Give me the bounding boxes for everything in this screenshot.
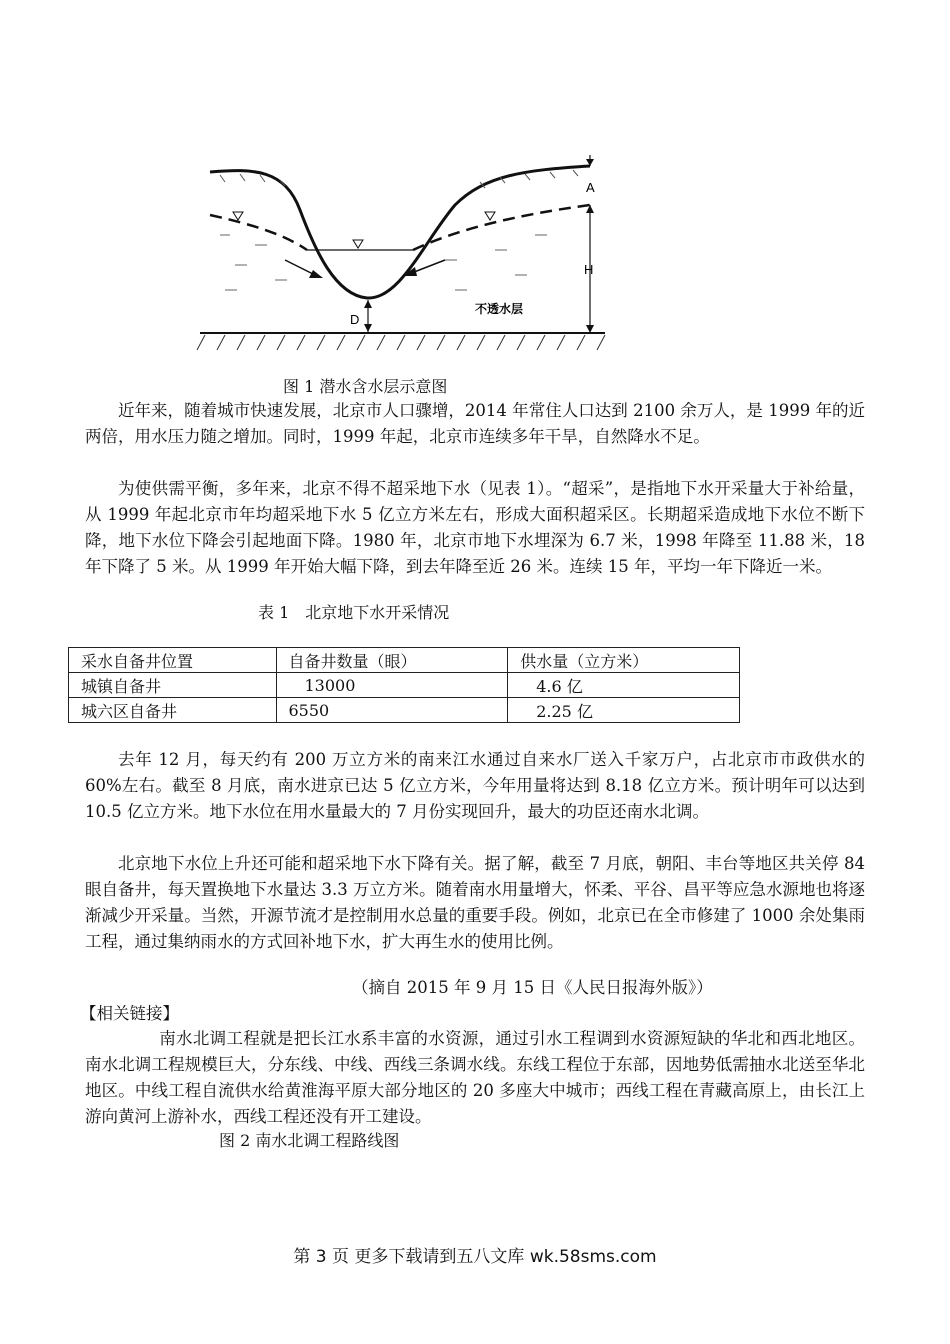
aquifer-diagram <box>195 150 615 360</box>
table-cell: 城镇自备井 <box>69 673 277 698</box>
paragraph-5: 南水北调工程就是把长江水系丰富的水资源，通过引水工程调到水资源短缺的华北和西北地区。南水北调工程规模巨大，分东线、中线、西线三条调水线。东线工程位于东部，因地势低需抽水北送至华北地区。中线工程自流供水给黄淮海平原大部分地区的 20 多座大中城市；西线工程在青藏高原上，由长江上游向黄河上游补水，西线工程还没有开工建设。 <box>85 1029 865 1126</box>
table-row <box>69 673 740 698</box>
table-cell: 2.25 亿 <box>508 698 740 723</box>
label-a: A <box>586 180 595 195</box>
table-cell: 4.6 亿 <box>508 673 740 698</box>
groundwater-table <box>68 647 740 723</box>
source-citation: （摘自 2015 年 9 月 15 日《人民日报海外版》） <box>352 978 713 997</box>
table-cell: 6550 <box>276 698 508 723</box>
table-header-cell: 采水自备井位置 <box>69 648 277 673</box>
paragraph-4: 北京地下水位上升还可能和超采地下水下降有关。据了解，截至 7 月底，朝阳、丰台等地区共关停 84 眼自备井，每天置换地下水量达 3.3 万立方米。随着南水用量增大，怀柔、平谷、昌平等应急水源地也将逐渐减少开采量。当然，开源节流才是控制用水总量的重要手段。例如，北京已在全市修建了 1000 余处集雨工程，通过集纳雨水的方式回补地下水，扩大再生水的使用比例。 <box>85 854 865 951</box>
table-header-row <box>69 648 740 673</box>
label-d: D <box>350 312 360 327</box>
page-footer: 第 3 页 更多下载请到五八文库 wk.58sms.com <box>293 1247 657 1267</box>
paragraph-1: 近年来，随着城市快速发展，北京市人口骤增，2014 年常住人口达到 2100 余万人，是 1999 年的近两倍，用水压力随之增加。同时，1999 年起，北京市连续多年干旱，自然降水不足。 <box>85 401 865 446</box>
table-cell: 13000 <box>276 673 508 698</box>
table-header-cell: 自备井数量（眼） <box>276 648 508 673</box>
table-cell: 城六区自备井 <box>69 698 277 723</box>
paragraph-3: 去年 12 月，每天约有 200 万立方米的南来江水通过自来水厂送入千家万户，占北京市市政供水的 60%左右。截至 8 月底，南水进京已达 5 亿立方米，今年用量将达到 8.18 亿立方米。预计明年可以达到 10.5 亿立方米。地下水位在用水量最大的 7 月份实现回升，最大的功臣还南水北调。 <box>85 750 865 821</box>
paragraph-2: 为使供需平衡，多年来，北京不得不超采地下水（见表 1）。“超采”，是指地下水开采量大于补给量，从 1999 年起北京市年均超采地下水 5 亿立方米左右，形成大面积超采区。长期超采造成地下水位不断下降，地下水位下降会引起地面下降。1980 年，北京市地下水埋深为 6.7 米，1998 年降至 11.88 米，18 年下降了 5 米。从 1999 年开始大幅下降，到去年降至近 26 米。连续 15 年，平均一年下降近一米。 <box>85 479 865 576</box>
related-link-heading: 【相关链接】 <box>80 1004 179 1023</box>
table-row <box>69 698 740 723</box>
label-impermeable: 不透水层 <box>475 302 524 316</box>
label-h: H <box>584 262 594 277</box>
table-header-cell: 供水量（立方米） <box>508 648 740 673</box>
table1-title: 表 1 北京地下水开采情况 <box>258 603 450 622</box>
figure2-caption: 图 2 南水北调工程路线图 <box>219 1131 400 1150</box>
figure1-caption: 图 1 潜水含水层示意图 <box>283 377 448 396</box>
